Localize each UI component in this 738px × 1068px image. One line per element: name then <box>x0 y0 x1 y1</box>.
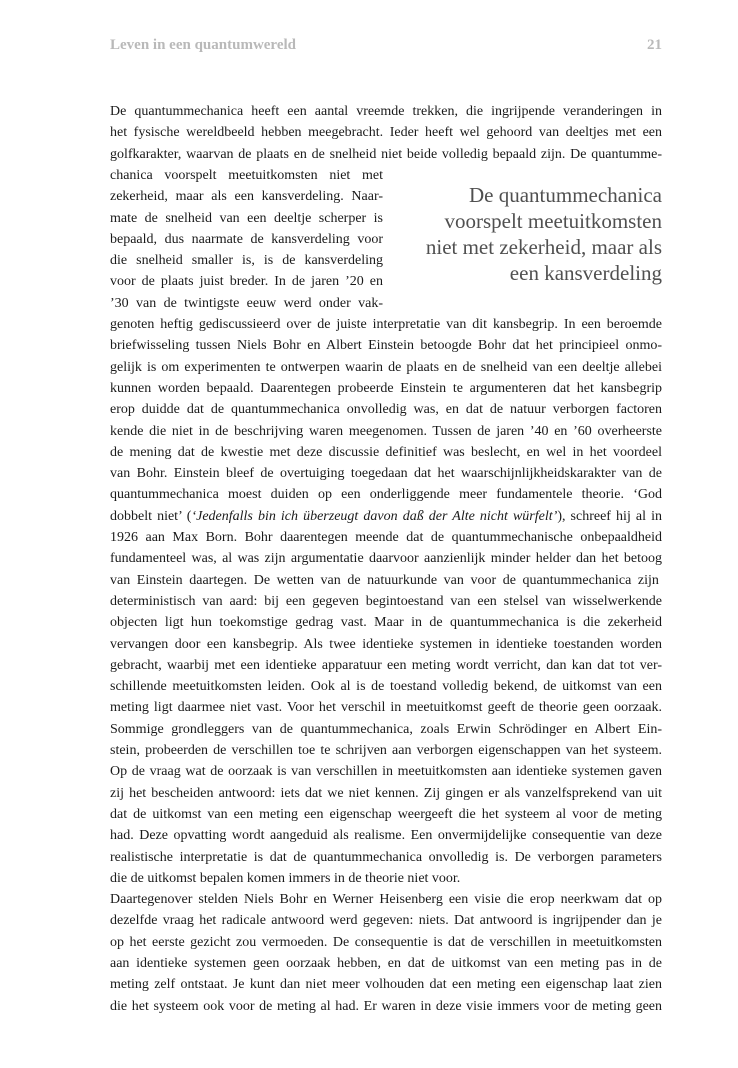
body-line <box>110 783 662 804</box>
body-line-text: kende die niet in de beschrijving waren meegenomen. Tussen de jaren ’40 en ’60 overheerste <box>110 423 662 439</box>
body-line-text: van Bohr. Einstein bleef de overtuiging toegedaan dat het waarschijnlijkheidskarakter van de <box>110 466 662 482</box>
pull-quote-line: De quantummechanica <box>469 183 662 207</box>
body-line <box>110 697 662 718</box>
body-line <box>110 825 662 846</box>
body-line <box>110 421 662 442</box>
body-line-text: erop duidde dat de quantummechanica onvolledig was, en dat de natuur verborgen factoren <box>110 402 662 418</box>
body-line-text: bepaald, dus naarmate de kansverdeling voor <box>110 231 383 247</box>
pull-quote <box>372 182 662 286</box>
body-line <box>110 271 383 292</box>
body-line <box>110 676 662 697</box>
body-line <box>110 208 383 229</box>
pull-quote-line: voorspelt meetuitkomsten <box>444 209 662 233</box>
body-line <box>110 250 383 271</box>
body-line-text: stein, probeerden de verschillen toe te schrijven aan verborgen eigenschappen van het systeem. <box>110 743 662 758</box>
body-line-text: zekerheid, maar als een kansverdeling. Naar- <box>110 189 383 205</box>
body-line-text: ’30 van de twintigste eeuw werd onder vak- <box>110 295 383 311</box>
body-line <box>110 591 662 612</box>
body-line-text: genoten heftig gediscussieerd over de juiste interpretatie van dit kansbegrip. In een beroemde <box>110 317 662 332</box>
body-line <box>110 974 662 995</box>
body-line <box>110 399 662 420</box>
body-line <box>110 612 662 633</box>
body-line-text: deterministisch van aard: bij een gegeven begintoestand van een stelsel van wisselwerkende <box>110 593 662 609</box>
body-line <box>110 122 662 143</box>
body-line <box>110 378 662 399</box>
body-line-text: van Einstein daartegen. De wetten van de natuurkunde van voor de quantummechanica zijn <box>110 572 659 588</box>
body-line <box>110 484 662 505</box>
pull-quote-line: niet met zekerheid, maar als <box>425 235 662 259</box>
body-line <box>110 868 662 889</box>
body-line-text: Sommige grondleggers van de quantummechanica, zoals Erwin Schrödinger en Albert Ein- <box>110 721 662 737</box>
body-line <box>110 165 383 186</box>
body-line <box>110 527 662 548</box>
body-line <box>110 144 662 165</box>
body-line-text: aan identieke systemen geen oorzaak hebben, en dat de uitkomst van een meting pas in de <box>110 956 662 971</box>
body-line-text: meting ligt daarmee niet vast. Voor het verschil in meetuitkomst geeft de theorie geen oorzaak. <box>110 700 662 716</box>
body-line-text: gelijk is om experimenten te ontwerpen waarin de plaats en de snelheid van een deeltje allebei <box>110 359 662 375</box>
body-line-text: Daartegenover stelden Niels Bohr en Werner Heisenberg een visie die erop neerkwam dat op <box>110 892 662 908</box>
body-line <box>110 293 383 314</box>
body-line-text: gebracht, waarbij met een identieke apparatuur een meting wordt verricht, dan kan dat tot ver- <box>110 657 662 673</box>
body-line-text: de mening dat de kwestie met deze discussie definitief was beslecht, en wel in het voordeel <box>110 444 662 460</box>
body-line-text: golfkarakter, waarvan de plaats en de snelheid niet beide volledig bepaald zijn. De quantumme- <box>110 146 662 162</box>
body-line <box>110 847 662 868</box>
body-line <box>110 229 383 250</box>
body-line-text: die snelheid smaller is, is de kansverdeling <box>110 253 383 269</box>
body-line <box>110 442 662 463</box>
body-line <box>110 655 662 676</box>
body-line-text: op het eerste gezicht zou vermoeden. De consequentie is dat de verschillen in meetuitkomsten <box>110 934 662 950</box>
body-line <box>110 761 662 782</box>
body-line-text: briefwisseling tussen Niels Bohr en Albert Einstein betoogde Bohr dat het principieel onmo- <box>110 338 662 354</box>
body-line-text: quantummechanica moest duiden op een onderliggende meer fundamentele theorie. ‘God <box>110 487 662 503</box>
body-line-text: dat de uitkomst van een meting een eigenschap weergeeft die het systeem al voor de meting <box>110 806 662 822</box>
body-line <box>110 634 662 655</box>
body-line <box>110 719 662 740</box>
body-line <box>110 740 662 761</box>
body-line <box>110 910 662 931</box>
page-number: 21 <box>647 37 662 53</box>
body-line-text: die de uitkomst bepalen komen immers in de theorie niet voor. <box>110 870 461 886</box>
italic-quote: ‘Jedenfalls bin ich überzeugt davon daß der Alte nicht würfelt’ <box>191 508 558 524</box>
body-line <box>110 101 662 122</box>
body-line <box>110 548 662 569</box>
body-line <box>110 889 662 910</box>
body-line <box>110 335 662 356</box>
body-line-text: fundamenteel was, al was zijn argumentatie daarvoor aanzienlijk minder helder dan het betoog <box>110 551 662 567</box>
body-line <box>110 506 662 527</box>
body-line-text: zij het bescheiden antwoord: iets dat we niet kennen. Zij gingen er als vanzelfsprekend van uit <box>110 785 662 801</box>
body-line-text: chanica voorspelt meetuitkomsten niet met <box>110 167 383 183</box>
body-line <box>110 186 383 207</box>
body-line-text: ), schreef hij al in <box>557 508 662 524</box>
body-line-text: meting zelf ontstaat. Je kunt dan niet meer volhouden dat een meting een eigenschap laat zien <box>110 977 662 993</box>
body-line-text: die het systeem ook voor de meting al had. Er waren in deze visie immers voor de meting geen <box>110 998 662 1014</box>
body-line-text: schillende meetuitkomsten leiden. Ook al is de toestand volledig bekend, de uitkomst van een <box>110 679 662 695</box>
body-line-text: dezelfde vraag het radicale antwoord werd gegeven: niets. Dat antwoord is ingrijpender dan je <box>110 913 662 929</box>
body-line <box>110 953 662 974</box>
body-line-text: had. Deze opvatting wordt aangeduid als realisme. Een onvermijdelijke consequentie van deze <box>110 828 662 844</box>
body-line <box>110 932 662 953</box>
body-line <box>110 357 662 378</box>
body-line-text: kunnen worden bepaald. Daarentegen probeerde Einstein te argumenteren dat het kansbegrip <box>110 380 662 396</box>
body-line <box>110 314 662 335</box>
body-line <box>110 570 662 591</box>
body-line-text: voor de plaats juist breder. In de jaren ’20 en <box>110 274 383 290</box>
body-line-text: mate de snelheid van een deeltje scherper is <box>110 210 383 226</box>
body-line-text: 1926 aan Max Born. Bohr daarentegen meende dat de quantummechanische onbepaaldheid <box>110 530 662 545</box>
body-line-text: vervangen door een kansbegrip. Als twee identieke systemen in identieke toestanden worden <box>110 636 662 652</box>
body-line <box>110 804 662 825</box>
body-line <box>110 996 662 1017</box>
body-line <box>110 463 662 484</box>
body-line-text: Op de vraag wat de oorzaak is van verschillen in meetuitkomsten aan identieke systemen gaven <box>110 764 662 780</box>
body-line-text: realistische interpretatie is dat de quantummechanica onvolledig is. De verborgen parameters <box>110 849 662 865</box>
body-line-text: objecten ligt hun toekomstige gedrag vast. Maar in de quantummechanica is die zekerheid <box>110 615 662 631</box>
pull-quote-line: een kansverdeling <box>509 261 662 285</box>
running-header-title: Leven in een quantumwereld <box>110 37 296 53</box>
body-line-text: dobbelt niet’ ( <box>110 508 192 524</box>
body-line-text: het fysische wereldbeeld hebben meegebracht. Ieder heeft wel gehoord van deeltjes met een <box>110 125 662 141</box>
body-line-text: De quantummechanica heeft een aantal vreemde trekken, die ingrijpende veranderingen in <box>110 104 662 119</box>
